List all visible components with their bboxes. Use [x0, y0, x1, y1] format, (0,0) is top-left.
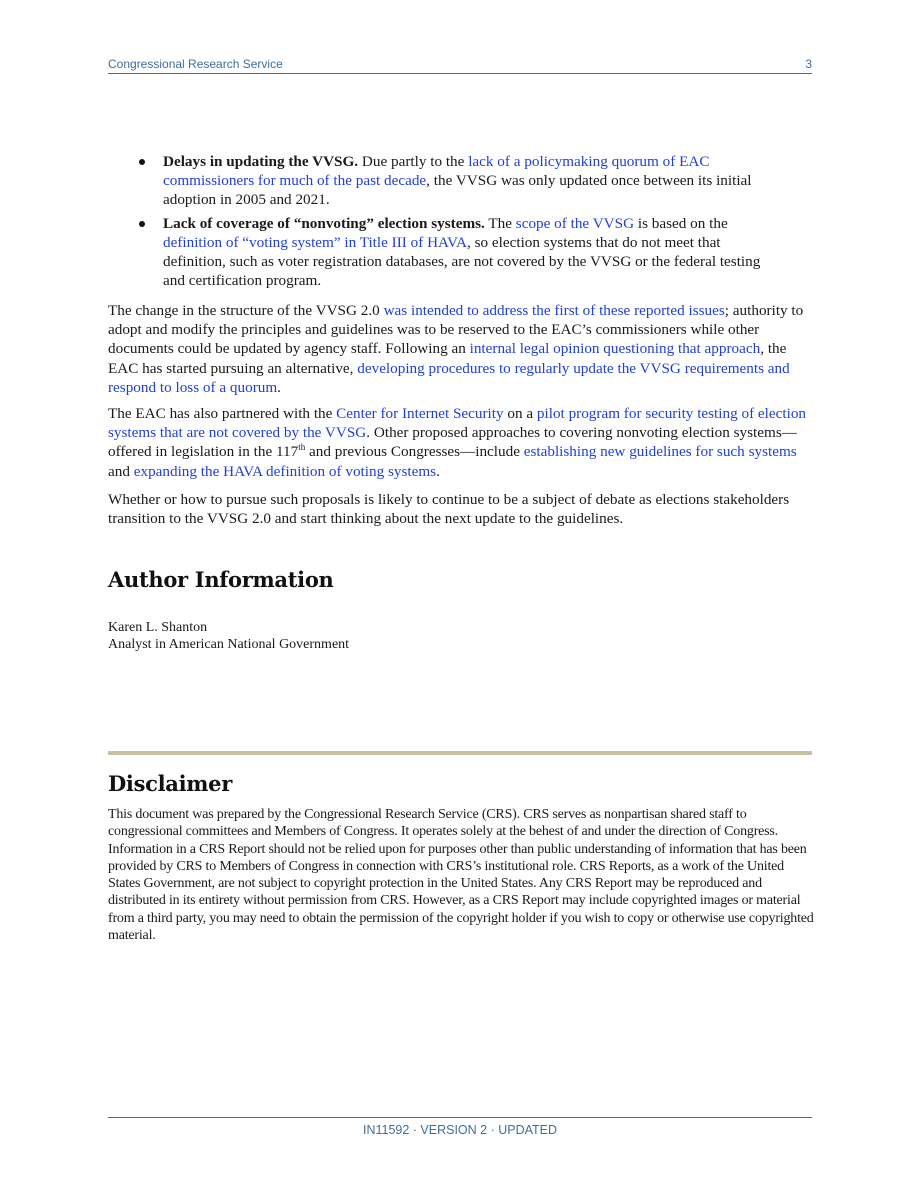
bullet-lead: Lack of coverage of “nonvoting” election systems.	[163, 214, 485, 232]
paragraph-text: The EAC has also partnered with the	[108, 405, 337, 422]
issues-list	[108, 152, 768, 294]
list-item	[108, 214, 768, 291]
author-block	[108, 619, 349, 653]
hava-definition-link[interactable]: expanding the HAVA definition of voting systems	[133, 462, 437, 480]
paragraph-text: .	[436, 462, 440, 480]
paragraph-text: . Other proposed approaches to covering nonvoting election systems—offered in legislation in the 117	[108, 424, 797, 461]
paragraph	[108, 301, 813, 397]
voting-system-definition-link[interactable]: definition of “voting system” in Title III of HAVA	[163, 233, 468, 251]
page-number: 3	[805, 57, 812, 71]
disclaimer-heading: Disclaimer	[108, 771, 233, 796]
legal-opinion-link[interactable]: internal legal opinion questioning that approach	[469, 340, 761, 358]
author-heading: Author Information	[108, 567, 334, 592]
paragraph-text: on a	[503, 405, 537, 422]
bullet-text: The	[484, 214, 516, 232]
bullet-lead: Delays in updating the VVSG.	[163, 153, 359, 170]
paragraph-text: .	[277, 378, 281, 396]
paragraph: Whether or how to pursue such proposals is likely to continue to be a subject of debate as elections stakeholders transition to the VVSG 2.0 and start thinking about the next update to the guidelines.	[108, 491, 790, 528]
list-item	[108, 152, 768, 210]
bullet-icon	[139, 221, 145, 227]
page-header	[108, 56, 812, 74]
bullet-text: is based on the	[634, 214, 728, 232]
author-name: Karen L. Shanton	[108, 620, 208, 635]
vvsg-scope-link[interactable]: scope of the VVSG	[515, 214, 635, 232]
pilot-program-link[interactable]: pilot program for security testing of election systems that are not covered by the VVSG	[108, 405, 807, 442]
paragraph-text: The change in the structure of the VVSG 2.0	[108, 302, 384, 319]
bullet-icon	[139, 159, 145, 165]
procedures-link[interactable]: developing procedures to regularly update the VVSG requirements and respond to loss of a quorum	[108, 359, 790, 396]
paragraph-text: and previous Congresses—include	[305, 443, 524, 461]
header-title: Congressional Research Service	[108, 57, 283, 71]
superscript: th	[298, 442, 306, 453]
bullet-text: , the VVSG was only updated once between its initial adoption in 2005 and 2021.	[163, 172, 752, 209]
bullet-text: Due partly to the	[358, 153, 469, 170]
page-footer: IN11592 · VERSION 2 · UPDATED	[108, 1117, 812, 1137]
paragraph	[108, 404, 813, 481]
bullet-text: , so election systems that do not meet that definition, such as voter registration databases, are not covered by the VVSG or the federal testing and certification program.	[163, 233, 761, 290]
disclaimer-text: This document was prepared by the Congressional Research Service (CRS). CRS serves as nonpartisan shared staff to congressional committees and Members of Congress. It operates solely at the behest of and under the direction of Congress. Information in a CRS Report should not be relied upon for purposes other than public understanding of information that has been provided by CRS to Members of Congress in connection with CRS’s institutional role. CRS Reports, as a work of the United States Government, are not subject to copyright protection in the United States. Any CRS Report may be reproduced and distributed in its entirety without permission from CRS. However, as a CRS Report may include copyrighted images or material from a third party, you may need to obtain the permission of the copyright holder if you wish to copy or otherwise use copyrighted material.	[108, 807, 814, 944]
quorum-link[interactable]: lack of a policymaking quorum of EAC commissioners for much of the past decade	[163, 153, 710, 190]
cis-link[interactable]: Center for Internet Security	[336, 405, 504, 422]
paragraph-text: ; authority to adopt and modify the principles and guidelines was to be reserved to the EAC’s commissioners while other documents could be updated by agency staff. Following an	[108, 302, 804, 358]
new-guidelines-link[interactable]: establishing new guidelines for such systems	[523, 443, 797, 461]
first-issue-link[interactable]: was intended to address the first of these reported issues	[383, 302, 725, 319]
section-divider	[108, 751, 812, 755]
author-title: Analyst in American National Government	[108, 637, 350, 652]
paragraph-text: , the EAC has started pursuing an alternative,	[108, 340, 787, 377]
paragraph-text: and	[108, 462, 134, 480]
